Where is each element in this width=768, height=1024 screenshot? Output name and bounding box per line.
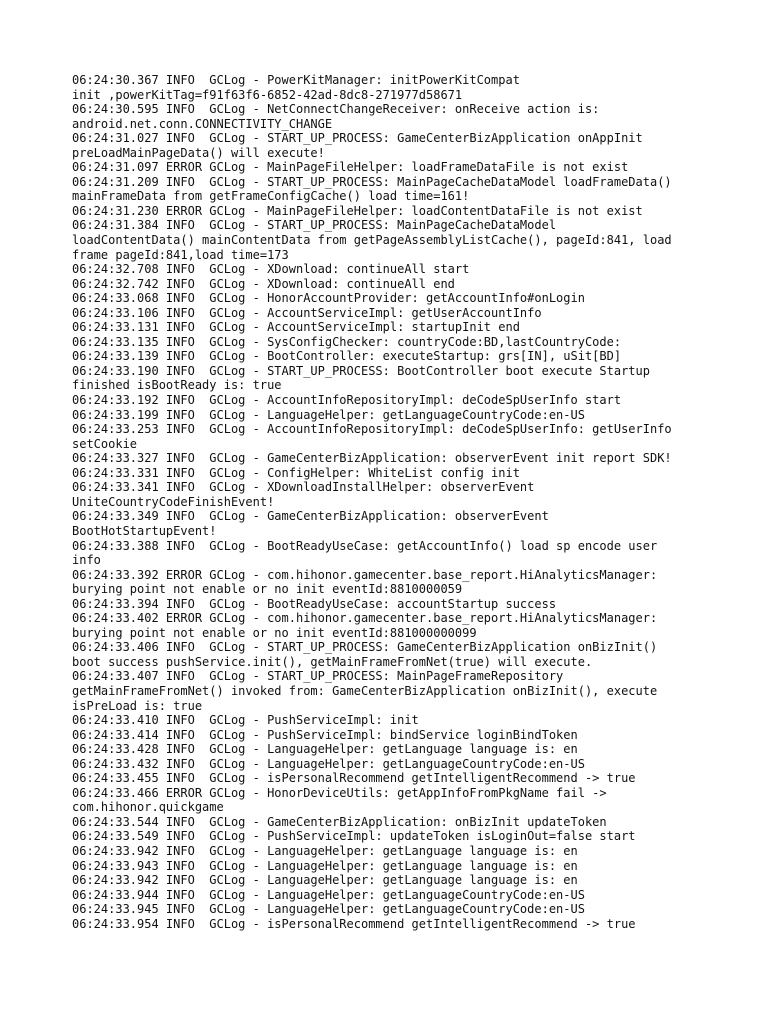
log-line: android.net.conn.CONNECTIVITY_CHANGE	[72, 116, 333, 131]
log-line: 06:24:33.944 INFO GCLog - LanguageHelper: getLanguageCountryCode:en-US	[72, 887, 585, 902]
log-line: 06:24:30.595 INFO GCLog - NetConnectChangeReceiver: onReceive action is:	[72, 102, 600, 117]
log-line: 06:24:31.230 ERROR GCLog - MainPageFileHelper: loadContentDataFile is not exist	[72, 203, 643, 218]
log-line: 06:24:33.253 INFO GCLog - AccountInfoRepositoryImpl: deCodeSpUserInfo: getUserInfo	[72, 422, 672, 437]
log-line: 06:24:33.199 INFO GCLog - LanguageHelper: getLanguageCountryCode:en-US	[72, 407, 585, 422]
log-line: frame pageId:841,load time=173	[72, 247, 289, 262]
log-line: loadContentData() mainContentData from getPageAssemblyListCache(), pageId:841, load	[72, 233, 672, 248]
log-line: 06:24:33.139 INFO GCLog - BootController: executeStartup: grs[IN], uSit[BD]	[72, 349, 622, 364]
log-line: burying point not enable or no init eventId:881000000099	[72, 625, 477, 640]
log-line: boot success pushService.init(), getMainFrameFromNet(true) will execute.	[72, 654, 593, 669]
log-line: info	[72, 553, 101, 568]
log-text	[72, 73, 712, 931]
log-line: 06:24:33.410 INFO GCLog - PushServiceImpl: init	[72, 713, 419, 728]
log-line: 06:24:33.414 INFO GCLog - PushServiceImpl: bindService loginBindToken	[72, 727, 578, 742]
log-line: UniteCountryCodeFinishEvent!	[72, 494, 275, 509]
log-line: 06:24:33.945 INFO GCLog - LanguageHelper: getLanguageCountryCode:en-US	[72, 902, 585, 917]
log-line: 06:24:33.131 INFO GCLog - AccountServiceImpl: startupInit end	[72, 320, 520, 335]
log-line: 06:24:33.407 INFO GCLog - START_UP_PROCESS: MainPageFrameRepository	[72, 669, 564, 684]
log-line: 06:24:33.954 INFO GCLog - isPersonalRecommend getIntelligentRecommend -> true	[72, 916, 636, 931]
log-line: com.hihonor.quickgame	[72, 800, 224, 815]
log-line: 06:24:33.428 INFO GCLog - LanguageHelper: getLanguage language is: en	[72, 742, 578, 757]
log-line: 06:24:33.331 INFO GCLog - ConfigHelper: WhiteList config init	[72, 465, 520, 480]
log-line: 06:24:33.192 INFO GCLog - AccountInfoRepositoryImpl: deCodeSpUserInfo start	[72, 393, 622, 408]
log-line: 06:24:33.455 INFO GCLog - isPersonalRecommend getIntelligentRecommend -> true	[72, 771, 636, 786]
log-line: isPreLoad is: true	[72, 698, 203, 713]
log-line: 06:24:33.394 INFO GCLog - BootReadyUseCase: accountStartup success	[72, 596, 557, 611]
log-line: 06:24:31.027 INFO GCLog - START_UP_PROCESS: GameCenterBizApplication onAppInit	[72, 131, 643, 146]
log-line: 06:24:31.097 ERROR GCLog - MainPageFileHelper: loadFrameDataFile is not exist	[72, 160, 629, 175]
log-line: setCookie	[72, 436, 138, 451]
log-line: 06:24:33.349 INFO GCLog - GameCenterBizApplication: observerEvent	[72, 509, 549, 524]
log-line: 06:24:33.432 INFO GCLog - LanguageHelper: getLanguageCountryCode:en-US	[72, 756, 585, 771]
log-line: 06:24:33.388 INFO GCLog - BootReadyUseCase: getAccountInfo() load sp encode user	[72, 538, 658, 553]
log-line: 06:24:31.384 INFO GCLog - START_UP_PROCESS: MainPageCacheDataModel	[72, 218, 557, 233]
log-line: getMainFrameFromNet() invoked from: GameCenterBizApplication onBizInit(), execute	[72, 683, 658, 698]
log-line: finished isBootReady is: true	[72, 378, 282, 393]
log-line: 06:24:33.544 INFO GCLog - GameCenterBizApplication: onBizInit updateToken	[72, 814, 607, 829]
log-line: 06:24:33.135 INFO GCLog - SysConfigChecker: countryCode:BD,lastCountryCode:	[72, 334, 622, 349]
log-line: init ,powerKitTag=f91f63f6-6852-42ad-8dc8-271977d58671	[72, 87, 463, 102]
log-line: 06:24:33.341 INFO GCLog - XDownloadInstallHelper: observerEvent	[72, 480, 535, 495]
log-line: 06:24:33.942 INFO GCLog - LanguageHelper: getLanguage language is: en	[72, 843, 578, 858]
log-line: preLoadMainPageData() will execute!	[72, 145, 325, 160]
log-line: burying point not enable or no init eventId:8810000059	[72, 582, 463, 597]
log-line: 06:24:33.190 INFO GCLog - START_UP_PROCESS: BootController boot execute Startup	[72, 363, 650, 378]
log-line: 06:24:33.402 ERROR GCLog - com.hihonor.gamecenter.base_report.HiAnalyticsManager:	[72, 611, 658, 626]
log-line: 06:24:33.943 INFO GCLog - LanguageHelper: getLanguage language is: en	[72, 858, 578, 873]
log-line: 06:24:33.406 INFO GCLog - START_UP_PROCESS: GameCenterBizApplication onBizInit()	[72, 640, 658, 655]
log-line: 06:24:33.549 INFO GCLog - PushServiceImpl: updateToken isLoginOut=false start	[72, 829, 636, 844]
log-line: 06:24:33.942 INFO GCLog - LanguageHelper: getLanguage language is: en	[72, 873, 578, 888]
log-line: 06:24:32.708 INFO GCLog - XDownload: continueAll start	[72, 262, 470, 277]
log-line: 06:24:31.209 INFO GCLog - START_UP_PROCESS: MainPageCacheDataModel loadFrameData()	[72, 174, 672, 189]
log-line: mainFrameData from getFrameConfigCache() load time=161!	[72, 189, 470, 204]
log-line: BootHotStartupEvent!	[72, 523, 217, 538]
log-line: 06:24:33.327 INFO GCLog - GameCenterBizApplication: observerEvent init report SDK!	[72, 451, 672, 466]
log-line: 06:24:33.392 ERROR GCLog - com.hihonor.gamecenter.base_report.HiAnalyticsManager:	[72, 567, 658, 582]
log-line: 06:24:33.068 INFO GCLog - HonorAccountProvider: getAccountInfo#onLogin	[72, 291, 585, 306]
log-document	[72, 73, 712, 931]
log-line: 06:24:33.106 INFO GCLog - AccountServiceImpl: getUserAccountInfo	[72, 305, 542, 320]
log-line: 06:24:33.466 ERROR GCLog - HonorDeviceUtils: getAppInfoFromPkgName fail ->	[72, 785, 607, 800]
log-line: 06:24:30.367 INFO GCLog - PowerKitManager: initPowerKitCompat	[72, 73, 520, 87]
log-line: 06:24:32.742 INFO GCLog - XDownload: continueAll end	[72, 276, 455, 291]
